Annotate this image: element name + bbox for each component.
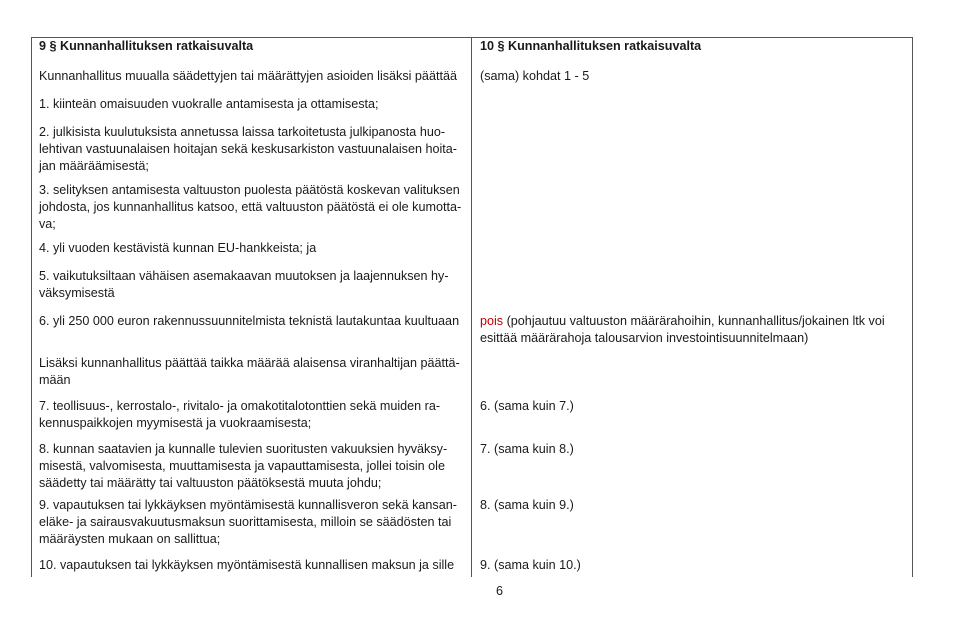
right-item-8: 8. (sama kuin 9.) xyxy=(480,498,574,512)
left-item-9-line-3: määräysten mukaan on sallittua; xyxy=(39,532,221,546)
left-delegation-line-1: Lisäksi kunnanhallitus päättää taikka määrää alaisensa viranhaltijan päättä- xyxy=(39,356,460,370)
left-item-3-line-2: johdosta, jos kunnanhallitus katsoo, että valtuuston päätöstä ei ole kumotta- xyxy=(39,200,462,214)
left-item-9-line-1: 9. vapautuksen tai lykkäyksen myöntämisestä kunnallisveron sekä kansan- xyxy=(39,498,457,512)
page-number: 6 xyxy=(496,584,504,598)
right-item-6: 6. (sama kuin 7.) xyxy=(480,399,574,413)
left-item-2-line-3: jan määräämisestä; xyxy=(39,159,149,173)
left-item-7-line-1: 7. teollisuus-, kerrostalo-, rivitalo- ja omakotitalotonttien sekä muiden ra- xyxy=(39,399,441,413)
left-item-8-line-1: 8. kunnan saatavien ja kunnalle tulevien suoritusten vakuuksien hyväksy- xyxy=(39,442,448,456)
right-pois-line-2: esittää määrärahoja talousarvion investointisuunnitelmaan) xyxy=(480,331,809,345)
pois-explanation: (pohjautuu valtuuston määrärahoihin, kunnanhallitus/jokainen ltk voi xyxy=(503,314,885,328)
left-heading: 9 § Kunnanhallituksen ratkaisuvalta xyxy=(39,39,254,53)
left-item-8-line-2: misestä, valvomisesta, muuttamisesta ja vapauttamisesta, jollei toisin ole xyxy=(39,459,445,473)
left-item-9-line-2: eläke- ja sairausvakuutusmaksun suorittamisesta, milloin se säädösten tai xyxy=(39,515,452,529)
right-item-7: 7. (sama kuin 8.) xyxy=(480,442,574,456)
column-divider xyxy=(471,37,472,577)
left-item-1: 1. kiinteän omaisuuden vuokralle antamisesta ja ottamisesta; xyxy=(39,97,379,111)
right-heading: 10 § Kunnanhallituksen ratkaisuvalta xyxy=(480,39,702,53)
pois-label: pois xyxy=(480,314,504,328)
left-item-2-line-1: 2. julkisista kuulutuksista annetussa laissa tarkoitetusta julkipanosta huo- xyxy=(39,125,446,139)
left-item-5-line-1: 5. vaikutuksiltaan vähäisen asemakaavan muutoksen ja laajennuksen hy- xyxy=(39,269,449,283)
right-same-items: (sama) kohdat 1 - 5 xyxy=(480,69,590,83)
left-item-5-line-2: väksymisestä xyxy=(39,286,115,300)
left-item-4: 4. yli vuoden kestävistä kunnan EU-hankkeista; ja xyxy=(39,241,317,255)
left-delegation-line-2: mään xyxy=(39,373,71,387)
right-pois-line-1 xyxy=(480,313,885,330)
left-item-6: 6. yli 250 000 euron rakennussuunnitelmista teknistä lautakuntaa kuultuaan xyxy=(39,314,460,328)
comparison-table xyxy=(31,37,913,577)
left-item-10: 10. vapautuksen tai lykkäyksen myöntämisestä kunnallisen maksun ja sille xyxy=(39,558,455,572)
left-intro: Kunnanhallitus muualla säädettyjen tai määrättyjen asioiden lisäksi päättää xyxy=(39,69,457,83)
left-item-3-line-3: va; xyxy=(39,217,56,231)
left-item-7-line-2: kennuspaikkojen myymisestä ja vuokraamisesta; xyxy=(39,416,312,430)
right-item-9: 9. (sama kuin 10.) xyxy=(480,558,581,572)
left-item-3-line-1: 3. selityksen antamisesta valtuuston puolesta päätöstä koskevan valituksen xyxy=(39,183,460,197)
left-item-2-line-2: lehtivan vastuunalaisen hoitajan sekä keskusarkiston vastuunalaisen hoita- xyxy=(39,142,457,156)
left-item-8-line-3: säädetty tai määrätty tai valtuuston päätöksestä muuta johdu; xyxy=(39,476,382,490)
